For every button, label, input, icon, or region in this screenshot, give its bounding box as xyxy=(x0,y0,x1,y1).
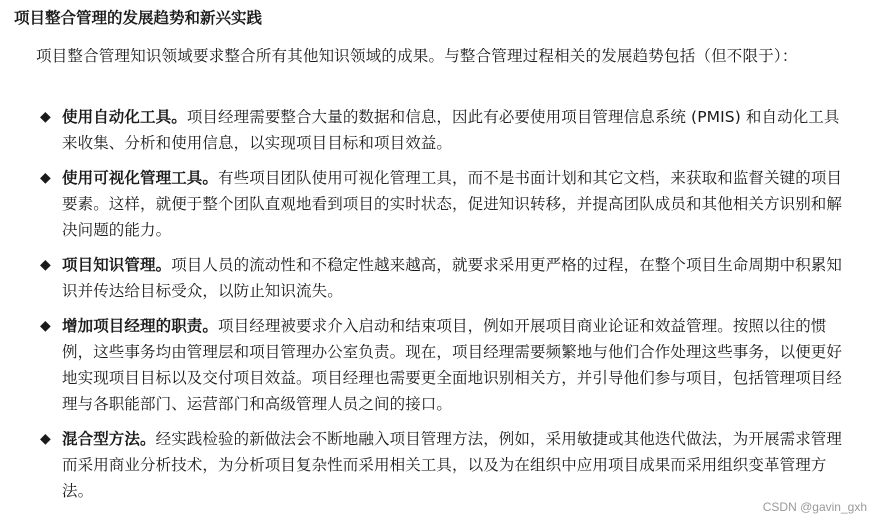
trend-list xyxy=(40,104,846,513)
item-heading: 使用可视化管理工具。 xyxy=(62,169,219,187)
list-item xyxy=(40,104,846,156)
item-text: 经实践检验的新做法会不断地融入项目管理方法，例如，采用敏捷或其他迭代做法，为开展需求管理而采用商业分析技术，为分析项目复杂性而采用相关工具，以及为在组织中应用项目成果而采用组织变革管理方法。 xyxy=(62,430,843,500)
item-heading: 增加项目经理的职责。 xyxy=(62,317,219,335)
diamond-bullet-icon: ◆ xyxy=(40,170,51,186)
diamond-bullet-icon: ◆ xyxy=(40,318,51,334)
list-item xyxy=(40,165,846,243)
item-text: 有些项目团队使用可视化管理工具，而不是书面计划和其它文档，来获取和监督关键的项目要素。这样，就便于整个团队直观地看到项目的实时状态，促进知识转移，并提高团队成员和其他相关方识别和解决问题的能力。 xyxy=(62,169,843,239)
section-title: 项目整合管理的发展趋势和新兴实践 xyxy=(14,9,263,27)
item-text: 项目人员的流动性和不稳定性越来越高，就要求采用更严格的过程，在整个项目生命周期中积累知识并传达给目标受众，以防止知识流失。 xyxy=(62,256,843,300)
watermark: CSDN @gavin_gxh xyxy=(762,500,867,514)
diamond-bullet-icon: ◆ xyxy=(40,431,51,447)
item-text: 项目经理需要整合大量的数据和信息，因此有必要使用项目管理信息系统 (PMIS) 和自动化工具来收集、分析和使用信息，以实现项目目标和项目效益。 xyxy=(62,108,840,152)
item-heading: 项目知识管理。 xyxy=(62,256,172,274)
diamond-bullet-icon: ◆ xyxy=(40,257,51,273)
item-heading: 混合型方法。 xyxy=(62,430,156,448)
list-item xyxy=(40,252,846,304)
item-text: 项目经理被要求介入启动和结束项目，例如开展项目商业论证和效益管理。按照以往的惯例，这些事务均由管理层和项目管理办公室负责。现在，项目经理需要频繁地与他们合作处理这些事务，以便更好地实现项目目标以及交付项目效益。项目经理也需要更全面地识别相关方，并引导他们参与项目，包括管理项目经理与各职能部门、运营部门和高级管理人员之间的接口。 xyxy=(62,317,843,413)
item-heading: 使用自动化工具。 xyxy=(62,108,187,126)
list-item xyxy=(40,426,846,504)
intro-paragraph: 项目整合管理知识领域要求整合所有其他知识领域的成果。与整合管理过程相关的发展趋势包括（但不限于）： xyxy=(36,47,798,65)
diamond-bullet-icon: ◆ xyxy=(40,109,51,125)
list-item xyxy=(40,313,846,417)
